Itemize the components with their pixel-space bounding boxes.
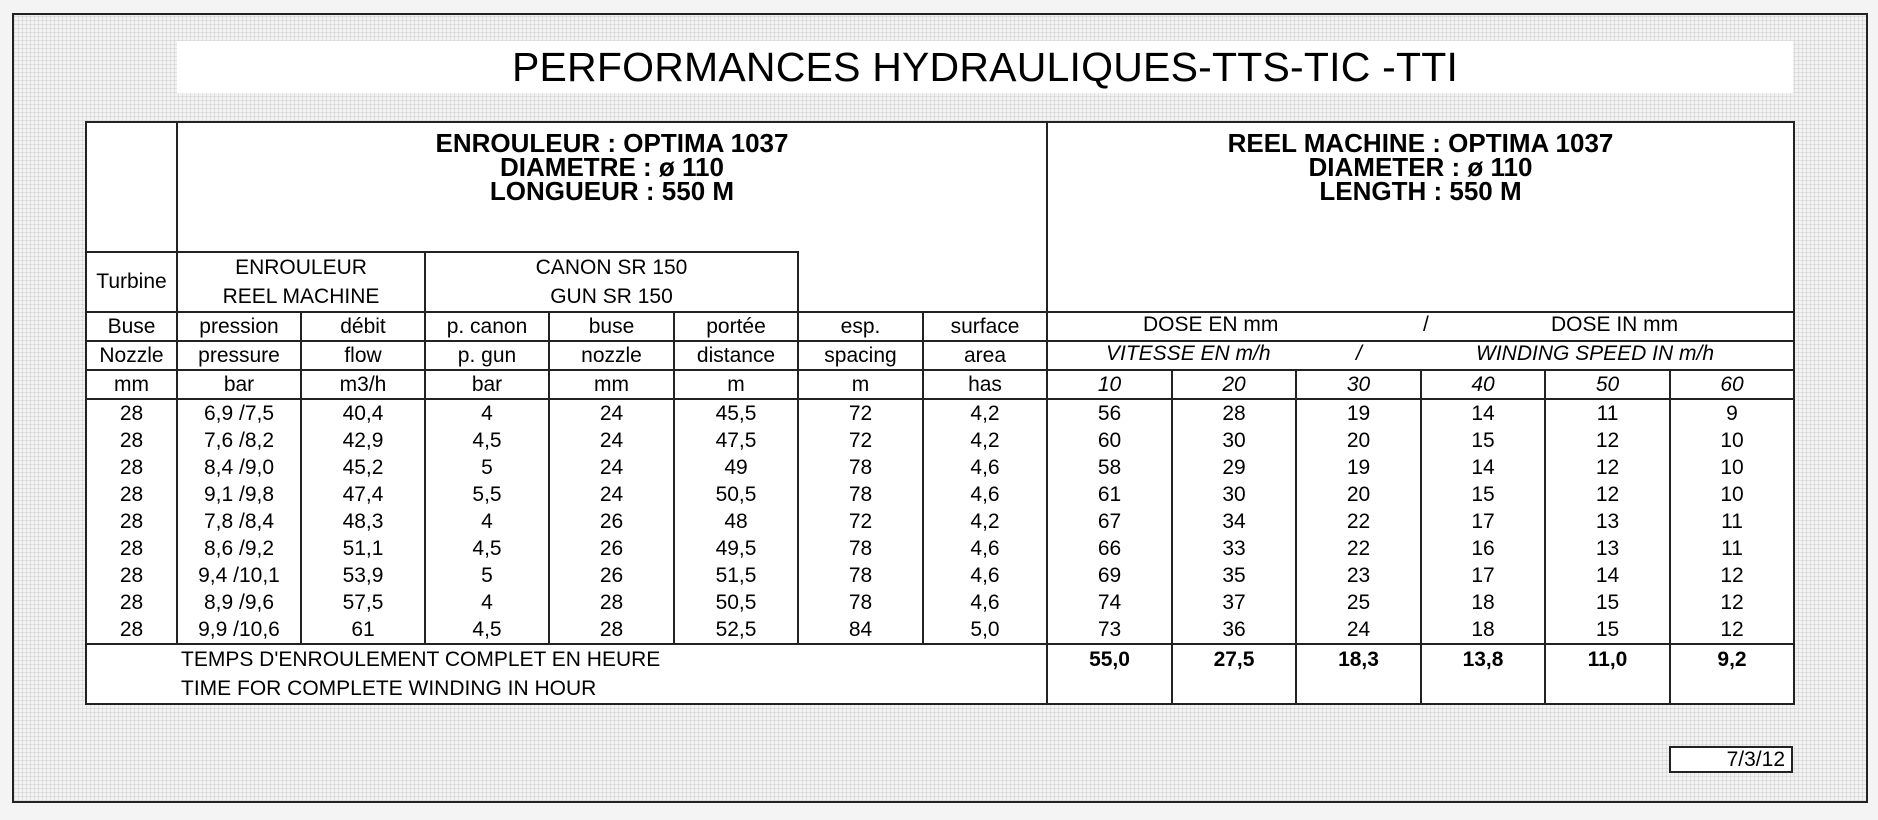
table-cell: 25 — [1296, 589, 1421, 616]
fr-machine-line: ENROULEUR : OPTIMA 1037 — [435, 128, 789, 158]
table-cell: 12 — [1545, 454, 1670, 481]
header-row-fr — [86, 312, 1794, 341]
table-row — [86, 454, 1794, 481]
table-cell: 5 — [425, 562, 549, 589]
table-cell: 4,6 — [923, 535, 1047, 562]
unit-6: m — [798, 370, 923, 399]
page-title-text: PERFORMANCES HYDRAULIQUES-TTS-TIC -TTI — [511, 43, 1459, 90]
table-cell: 61 — [1047, 481, 1172, 508]
table-cell: 26 — [549, 508, 674, 535]
table-cell: 5,5 — [425, 481, 549, 508]
col-header-fr-4: buse — [549, 312, 674, 341]
col-header-en-6: spacing — [798, 341, 923, 370]
speed-value-3: 40 — [1421, 370, 1545, 399]
table-cell: 17 — [1421, 562, 1545, 589]
table-cell: 20 — [1296, 481, 1421, 508]
table-cell: 28 — [86, 427, 177, 454]
table-cell: 28 — [1172, 399, 1296, 427]
col-header-fr-2: débit — [301, 312, 425, 341]
table-row — [86, 508, 1794, 535]
fr-length-line: LONGUEUR : 550 M — [489, 176, 735, 206]
table-cell: 15 — [1545, 616, 1670, 644]
table-cell: 4,2 — [923, 508, 1047, 535]
fr-diameter-line: DIAMETRE : ø 110 — [500, 152, 724, 182]
table-cell: 37 — [1172, 589, 1296, 616]
table-cell: 24 — [549, 399, 674, 427]
table-cell: 15 — [1421, 427, 1545, 454]
table-cell: 45,2 — [301, 454, 425, 481]
speed-header-fr: VITESSE EN m/h — [1106, 342, 1271, 365]
corner-cell — [86, 122, 177, 252]
date-stamp: 7/3/12 — [1669, 746, 1793, 773]
table-cell: 60 — [1047, 427, 1172, 454]
col-header-en-4: nozzle — [549, 341, 674, 370]
table-cell: 4,5 — [425, 427, 549, 454]
table-row — [86, 427, 1794, 454]
col-header-fr-1: pression — [177, 312, 301, 341]
table-cell: 84 — [798, 616, 923, 644]
en-spec-block — [1047, 122, 1794, 312]
col-header-en-1: pressure — [177, 341, 301, 370]
speed-value-4: 50 — [1545, 370, 1670, 399]
turbine-header: Turbine — [86, 252, 177, 312]
gun-header-en: GUN SR 150 — [550, 285, 673, 308]
col-header-fr-7: surface — [923, 312, 1047, 341]
unit-1: bar — [177, 370, 301, 399]
unit-5: m — [674, 370, 798, 399]
dose-header-sep: / — [1423, 313, 1429, 336]
table-cell: 4,6 — [923, 481, 1047, 508]
reel-header-en: REEL MACHINE — [222, 285, 380, 308]
table-cell: 11 — [1670, 508, 1794, 535]
speed-value-2: 30 — [1296, 370, 1421, 399]
table-cell: 8,6 /9,2 — [177, 535, 301, 562]
table-cell: 67 — [1047, 508, 1172, 535]
table-cell: 48,3 — [301, 508, 425, 535]
table-cell: 7,6 /8,2 — [177, 427, 301, 454]
page-title — [177, 41, 1793, 93]
table-cell: 9,1 /9,8 — [177, 481, 301, 508]
header-row-units — [86, 370, 1794, 399]
table-cell: 73 — [1047, 616, 1172, 644]
table-row — [86, 399, 1794, 427]
col-header-en-3: p. gun — [425, 341, 549, 370]
col-header-fr-3: p. canon — [425, 312, 549, 341]
table-cell: 17 — [1421, 508, 1545, 535]
table-cell: 28 — [86, 481, 177, 508]
table-cell: 4 — [425, 589, 549, 616]
en-length-line: LENGTH : 550 M — [1319, 176, 1522, 206]
table-cell: 28 — [86, 535, 177, 562]
reel-header-fr: ENROULEUR — [235, 256, 367, 279]
speed-value-1: 20 — [1172, 370, 1296, 399]
table-cell: 4,2 — [923, 399, 1047, 427]
gun-header — [425, 252, 798, 312]
unit-7: has — [923, 370, 1047, 399]
table-cell: 42,9 — [301, 427, 425, 454]
table-cell: 61 — [301, 616, 425, 644]
table-cell: 23 — [1296, 562, 1421, 589]
dose-header-en: DOSE IN mm — [1551, 313, 1679, 336]
table-cell: 12 — [1670, 616, 1794, 644]
table-cell: 66 — [1047, 535, 1172, 562]
table-cell: 47,4 — [301, 481, 425, 508]
table-cell: 19 — [1296, 399, 1421, 427]
table-cell: 9,4 /10,1 — [177, 562, 301, 589]
winding-time-label — [86, 644, 1047, 704]
reel-header — [177, 252, 425, 312]
table-cell: 12 — [1670, 589, 1794, 616]
table-cell: 30 — [1172, 427, 1296, 454]
table-cell: 5,0 — [923, 616, 1047, 644]
en-diameter-line: DIAMETER : ø 110 — [1308, 152, 1533, 182]
table-cell: 14 — [1545, 562, 1670, 589]
winding-time-value-3: 13,8 — [1421, 644, 1545, 704]
table-cell: 49,5 — [674, 535, 798, 562]
table-cell: 78 — [798, 535, 923, 562]
table-cell: 11 — [1670, 535, 1794, 562]
en-machine-line: REEL MACHINE : OPTIMA 1037 — [1227, 128, 1614, 158]
table-cell: 28 — [86, 508, 177, 535]
col-header-fr-0: Buse — [86, 312, 177, 341]
winding-time-label-fr: TEMPS D'ENROULEMENT COMPLET EN HEURE — [181, 648, 661, 671]
table-cell: 4,5 — [425, 616, 549, 644]
table-cell: 50,5 — [674, 481, 798, 508]
table-cell: 11 — [1545, 399, 1670, 427]
table-cell: 24 — [549, 427, 674, 454]
table-cell: 18 — [1421, 616, 1545, 644]
table-cell: 9,9 /10,6 — [177, 616, 301, 644]
table-cell: 36 — [1172, 616, 1296, 644]
table-cell: 24 — [1296, 616, 1421, 644]
table-cell: 40,4 — [301, 399, 425, 427]
table-cell: 12 — [1670, 562, 1794, 589]
table-cell: 4,6 — [923, 454, 1047, 481]
table-row — [86, 562, 1794, 589]
table-cell: 72 — [798, 399, 923, 427]
performance-table — [85, 121, 1795, 705]
table-row — [86, 535, 1794, 562]
winding-time-label-en: TIME FOR COMPLETE WINDING IN HOUR — [181, 677, 597, 700]
table-cell: 7,8 /8,4 — [177, 508, 301, 535]
table-cell: 72 — [798, 427, 923, 454]
winding-time-value-0: 55,0 — [1047, 644, 1172, 704]
table-cell: 28 — [549, 616, 674, 644]
fr-spec-block — [177, 122, 1047, 252]
table-cell: 28 — [86, 562, 177, 589]
table-cell: 8,4 /9,0 — [177, 454, 301, 481]
table-cell: 5 — [425, 454, 549, 481]
table-cell: 56 — [1047, 399, 1172, 427]
col-header-fr-6: esp. — [798, 312, 923, 341]
table-cell: 20 — [1296, 427, 1421, 454]
table-cell: 72 — [798, 508, 923, 535]
table-cell: 35 — [1172, 562, 1296, 589]
table-cell: 4 — [425, 508, 549, 535]
table-cell: 48 — [674, 508, 798, 535]
table-cell: 15 — [1545, 589, 1670, 616]
table-cell: 18 — [1421, 589, 1545, 616]
table-cell: 28 — [86, 616, 177, 644]
table-cell: 10 — [1670, 427, 1794, 454]
speed-value-5: 60 — [1670, 370, 1794, 399]
table-cell: 10 — [1670, 481, 1794, 508]
table-cell: 14 — [1421, 399, 1545, 427]
table-cell: 24 — [549, 454, 674, 481]
winding-time-value-4: 11,0 — [1545, 644, 1670, 704]
table-row — [86, 616, 1794, 644]
table-cell: 4,6 — [923, 562, 1047, 589]
table-cell: 57,5 — [301, 589, 425, 616]
table-cell: 28 — [549, 589, 674, 616]
table-cell: 10 — [1670, 454, 1794, 481]
table-cell: 74 — [1047, 589, 1172, 616]
col-header-en-2: flow — [301, 341, 425, 370]
winding-time-value-2: 18,3 — [1296, 644, 1421, 704]
blank-gap-cell — [798, 252, 1047, 312]
table-cell: 16 — [1421, 535, 1545, 562]
winding-time-value-5: 9,2 — [1670, 644, 1794, 704]
speed-value-0: 10 — [1047, 370, 1172, 399]
table-cell: 19 — [1296, 454, 1421, 481]
table-cell: 51,5 — [674, 562, 798, 589]
table-cell: 53,9 — [301, 562, 425, 589]
table-cell: 24 — [549, 481, 674, 508]
col-header-en-0: Nozzle — [86, 341, 177, 370]
table-cell: 28 — [86, 589, 177, 616]
table-cell: 6,9 /7,5 — [177, 399, 301, 427]
table-cell: 69 — [1047, 562, 1172, 589]
table-cell: 50,5 — [674, 589, 798, 616]
unit-2: m3/h — [301, 370, 425, 399]
table-cell: 26 — [549, 535, 674, 562]
table-cell: 22 — [1296, 508, 1421, 535]
speed-header — [1047, 341, 1794, 370]
table-cell: 8,9 /9,6 — [177, 589, 301, 616]
col-header-fr-5: portée — [674, 312, 798, 341]
table-cell: 12 — [1545, 427, 1670, 454]
table-cell: 4 — [425, 399, 549, 427]
table-cell: 78 — [798, 454, 923, 481]
col-header-en-5: distance — [674, 341, 798, 370]
table-cell: 26 — [549, 562, 674, 589]
table-cell: 4,2 — [923, 427, 1047, 454]
table-cell: 28 — [86, 399, 177, 427]
table-cell: 78 — [798, 589, 923, 616]
footer-row — [86, 644, 1794, 704]
table-cell: 29 — [1172, 454, 1296, 481]
table-row — [86, 481, 1794, 508]
header-row-en — [86, 341, 1794, 370]
winding-time-value-1: 27,5 — [1172, 644, 1296, 704]
table-cell: 34 — [1172, 508, 1296, 535]
table-cell: 45,5 — [674, 399, 798, 427]
table-cell: 4,6 — [923, 589, 1047, 616]
unit-3: bar — [425, 370, 549, 399]
table-cell: 15 — [1421, 481, 1545, 508]
table-cell: 33 — [1172, 535, 1296, 562]
table-cell: 28 — [86, 454, 177, 481]
table-cell: 13 — [1545, 535, 1670, 562]
speed-header-en: WINDING SPEED IN m/h — [1476, 342, 1715, 365]
table-cell: 13 — [1545, 508, 1670, 535]
table-cell: 9 — [1670, 399, 1794, 427]
table-cell: 4,5 — [425, 535, 549, 562]
table-cell: 49 — [674, 454, 798, 481]
unit-0: mm — [86, 370, 177, 399]
unit-4: mm — [549, 370, 674, 399]
gun-header-fr: CANON SR 150 — [535, 256, 688, 279]
table-row — [86, 589, 1794, 616]
table-cell: 30 — [1172, 481, 1296, 508]
col-header-en-7: area — [923, 341, 1047, 370]
table-cell: 22 — [1296, 535, 1421, 562]
table-cell: 78 — [798, 481, 923, 508]
table-cell: 47,5 — [674, 427, 798, 454]
table-cell: 58 — [1047, 454, 1172, 481]
speed-header-sep: / — [1356, 342, 1362, 365]
dose-header — [1047, 312, 1794, 341]
table-cell: 52,5 — [674, 616, 798, 644]
table-cell: 78 — [798, 562, 923, 589]
table-cell: 14 — [1421, 454, 1545, 481]
table-cell: 12 — [1545, 481, 1670, 508]
table-cell: 51,1 — [301, 535, 425, 562]
dose-header-fr: DOSE EN mm — [1143, 313, 1279, 336]
